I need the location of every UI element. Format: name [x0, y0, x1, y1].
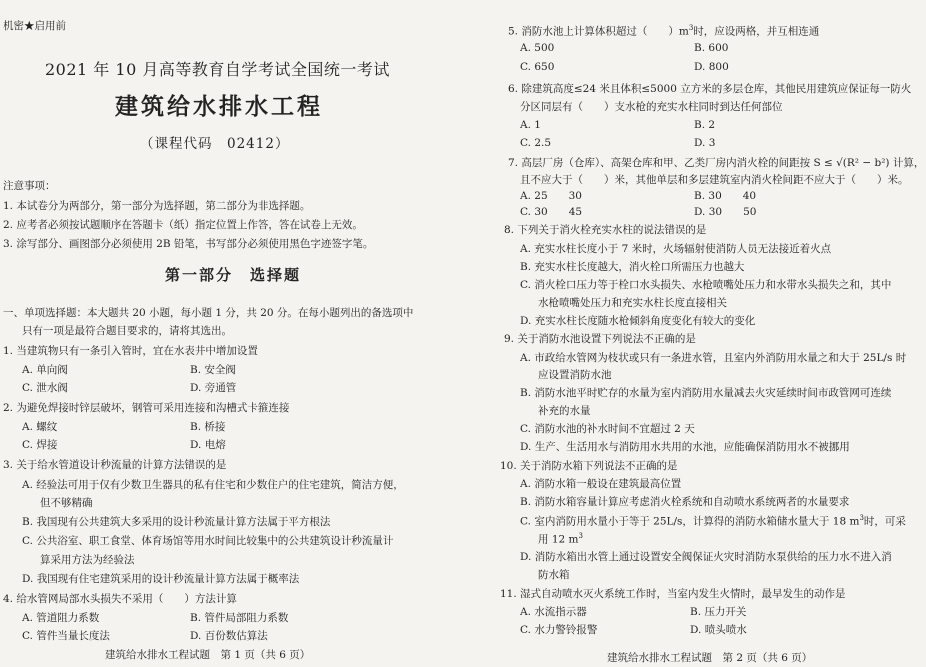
page-footer: 建筑给水排水工程试题 第 1 页（共 6 页）	[105, 649, 311, 661]
option: A. 充实水柱长度小于 7 米时，火场辐射使消防人员无法接近着火点	[520, 243, 832, 255]
question-stem: 1. 当建筑物只有一条引入管时，宜在水表井中增加设置	[3, 345, 258, 357]
option: D. 消防水箱出水管上通过设置安全阀保证火灾时消防水泵供给的压力水不进入消	[520, 551, 892, 563]
option-continued: 防水箱	[538, 569, 570, 581]
option: A. 市政给水管网为枝状或只有一条进水管，且室内外消防用水量之和大于 25L/s 时	[520, 352, 907, 364]
option: B. 安全阀	[190, 364, 236, 376]
option: B. 充实水柱长度越大，消火栓口所需压力也越大	[520, 261, 745, 273]
option-continued: 用 12 $m^3$	[538, 532, 583, 546]
question-stem-continued: 分区同层有（ ）支水枪的充实水柱同时到达任何部位	[520, 101, 783, 113]
option: A. 1	[520, 119, 541, 131]
notice-item: 2. 应考者必须按试题顺序在答题卡（纸）指定位置上作答，答在试卷上无效。	[3, 219, 363, 231]
option: C. 消火栓口压力等于栓口水头损失、水枪喷嘴处压力和水带水头损失之和，其中	[520, 279, 892, 291]
notice-item: 3. 涂写部分、画图部分必须使用 2B 铅笔，书写部分必须使用黑色字迹签字笔。	[3, 238, 374, 250]
option: A. 管道阻力系数	[22, 612, 100, 624]
option-continued: 补充的水量	[538, 405, 591, 417]
question-stem: 11. 湿式自动喷水灭火系统工作时，当室内发生火情时，最早发生的动作是	[500, 588, 846, 600]
option: A. 经验法可用于仅有少数卫生器具的私有住宅和少数住户的住宅建筑，简洁方便，	[22, 479, 404, 491]
section-intro: 一、单项选择题：本大题共 20 小题，每小题 1 分，共 20 分。在每小题列出的备选项中	[3, 307, 414, 319]
notice-title: 注意事项：	[3, 180, 56, 192]
question-stem: 8. 下列关于消火栓充实水柱的说法错误的是	[504, 224, 707, 236]
option: C. 泄水阀	[22, 382, 68, 394]
option: C. 2.5	[520, 137, 552, 149]
option: D. 生产、生活用水与消防用水共用的水池，应能确保消防用水不被挪用	[520, 441, 850, 453]
option: A. 水流指示器	[520, 606, 587, 618]
option: C. 管件当量长度法	[22, 630, 110, 642]
option: C. 水力警铃报警	[520, 624, 598, 636]
question-stem: 3. 关于给水管道设计秒流量的计算方法错误的是	[3, 459, 227, 471]
option: B. 桥接	[190, 421, 226, 433]
option: B. 管件局部阻力系数	[190, 612, 289, 624]
option: C. 公共浴室、职工食堂、体育场馆等用水时间比较集中的公共建筑设计秒流量计	[22, 535, 394, 547]
course-code: （课程代码 02412）	[140, 136, 290, 152]
subject-title: 建筑给水排水工程	[115, 93, 323, 120]
option: A. 25 30	[520, 190, 582, 202]
confidential-label: 机密★启用前	[3, 20, 66, 32]
part-title: 第一部分 选择题	[165, 266, 302, 284]
option: A. 单向阀	[22, 364, 68, 376]
question-stem: 2. 为避免焊接时锌层破坏，钢管可采用连接和沟槽式卡箍连接	[3, 402, 290, 414]
option: A. 螺纹	[22, 421, 58, 433]
option: B. 600	[694, 42, 729, 54]
exam-title: 2021 年 10 月高等教育自学考试全国统一考试	[45, 60, 390, 79]
notice-item: 1. 本试卷分为两部分，第一部分为选择题，第二部分为非选择题。	[3, 200, 311, 212]
option: D. 我国现有住宅建筑采用的设计秒流量计算方法属于概率法	[22, 573, 300, 585]
question-stem: 6. 除建筑高度≤24 米且体积≤5000 立方米的多层仓库，其他民用建筑应保证每一防火	[508, 83, 912, 95]
option: B. 压力开关	[690, 606, 747, 618]
question-stem: 7. 高层厂房（仓库）、高架仓库和甲、乙类厂房内消火栓的间距按 S ≤ √(R² − b²) 计算，	[508, 157, 925, 169]
option: B. 2	[694, 119, 716, 131]
option: C. 焊接	[22, 439, 58, 451]
option: B. 30 40	[694, 190, 757, 202]
option-continued: 应设置消防水池	[538, 369, 612, 381]
option: C. 30 45	[520, 206, 583, 218]
option: C. 消防水池的补水时间不宜超过 2 天	[520, 423, 695, 435]
option: D. 百份数估算法	[190, 630, 268, 642]
option: D. 30 50	[694, 206, 757, 218]
question-stem: 5. 消防水池上计算体积超过（ ）$m^3$时，应设两格，并互相连通	[508, 24, 820, 38]
page-2	[470, 0, 926, 667]
option: B. 消防水池平时贮存的水量为室内消防用水量减去火灾延续时间市政管网可连续	[520, 387, 892, 399]
option: D. 800	[694, 61, 729, 73]
option: B. 我国现有公共建筑大多采用的设计秒流量计算方法属于平方根法	[22, 516, 331, 528]
question-stem: 4. 给水管网局部水头损失不采用（ ）方法计算	[3, 593, 237, 605]
option: C. 650	[520, 61, 555, 73]
option: D. 电熔	[190, 439, 226, 451]
option: D. 充实水柱长度随水枪倾斜角度变化有较大的变化	[520, 315, 756, 327]
option-continued: 算采用方法为经验法	[40, 554, 135, 566]
option: C. 室内消防用水量小于等于 25L/s，计算得的消防水箱储水量大于 18 $m^3$时，可采	[520, 514, 906, 528]
section-intro: 只有一项是最符合题目要求的，请将其选出。	[22, 325, 232, 337]
question-stem-continued: 且不应大于（ ）米，其他单层和多层建筑室内消火栓间距不应大于（ ）米。	[520, 174, 909, 186]
option-continued: 水枪喷嘴处压力和充实水柱长度直接相关	[538, 297, 727, 309]
option: B. 消防水箱容量计算应考虑消火栓系统和自动喷水系统两者的水量要求	[520, 496, 850, 508]
option-continued: 但不够精确	[40, 497, 93, 509]
question-stem: 9. 关于消防水池设置下列说法不正确的是	[504, 333, 696, 345]
question-stem: 10. 关于消防水箱下列说法不正确的是	[500, 460, 678, 472]
option: A. 500	[520, 42, 555, 54]
option: A. 消防水箱一般设在建筑最高位置	[520, 478, 682, 490]
option: D. 旁通管	[190, 382, 237, 394]
option: D. 喷头喷水	[690, 624, 747, 636]
page-footer: 建筑给水排水工程试题 第 2 页（共 6 页）	[607, 652, 813, 664]
option: D. 3	[694, 137, 716, 149]
